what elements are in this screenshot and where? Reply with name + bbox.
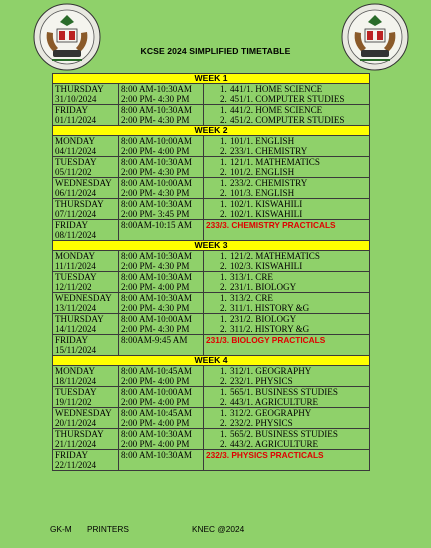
- session-subject: [206, 167, 369, 177]
- day-date: 31/10/2024: [55, 94, 97, 104]
- session-subject: [206, 376, 369, 386]
- footer-printer-code: GK-M: [50, 524, 72, 534]
- session-subject: [206, 261, 369, 271]
- session-time: 8:00AM-10:15 AM: [121, 220, 192, 230]
- day-row: [53, 293, 370, 314]
- subject-label: 441/1. HOME SCIENCE: [230, 84, 323, 94]
- time-cell: [119, 272, 204, 293]
- knec-logo-left: [32, 2, 102, 72]
- session-time: 8:00 AM-10:30AM: [121, 157, 192, 167]
- day-date: 05/11/202: [55, 167, 92, 177]
- time-cell: [119, 251, 204, 272]
- subject-cell: [204, 387, 370, 408]
- day-name: THURSDAY: [55, 84, 104, 94]
- week-header-row: [53, 126, 370, 136]
- session-time: 8:00 AM-10:00AM: [121, 136, 192, 146]
- day-cell: [53, 220, 119, 241]
- session-subject: [206, 429, 369, 439]
- session-time: 2:00 PM- 4:00 PM: [121, 282, 190, 292]
- session-subject: [206, 439, 369, 449]
- day-row: [53, 84, 370, 105]
- day-date: 04/11/2024: [55, 146, 97, 156]
- session-subject: [206, 115, 369, 125]
- session-number: 1.: [220, 314, 227, 324]
- session-time: 2:00 PM- 4:00 PM: [121, 397, 190, 407]
- session-time: 8:00 AM-10:45AM: [121, 408, 192, 418]
- session-time: 8:00 AM-10:00AM: [121, 178, 192, 188]
- day-cell: [53, 366, 119, 387]
- session-time: 8:00 AM-10:00AM: [121, 387, 192, 397]
- week-label: WEEK 1: [53, 74, 370, 84]
- subject-cell: [204, 84, 370, 105]
- day-cell: [53, 199, 119, 220]
- session-number: 2.: [220, 146, 227, 156]
- session-subject: [206, 199, 369, 209]
- session-subject: [206, 282, 369, 292]
- session-subject: [206, 136, 369, 146]
- subject-cell: [204, 220, 370, 241]
- day-cell: [53, 314, 119, 335]
- subject-label: 443/2. AGRICULTURE: [230, 439, 319, 449]
- time-cell: [119, 178, 204, 199]
- day-name: FRIDAY: [55, 105, 89, 115]
- time-cell: [119, 136, 204, 157]
- day-row: [53, 314, 370, 335]
- time-cell: [119, 220, 204, 241]
- subject-label: 451/2. COMPUTER STUDIES: [230, 115, 345, 125]
- day-name: WEDNESDAY: [55, 293, 112, 303]
- subject-cell: [204, 366, 370, 387]
- session-number: 1.: [220, 387, 227, 397]
- week-label: WEEK 2: [53, 126, 370, 136]
- session-subject: [206, 157, 369, 167]
- day-date: 07/11/2024: [55, 209, 97, 219]
- day-cell: [53, 335, 119, 356]
- session-number: 2.: [220, 324, 227, 334]
- session-subject: [206, 84, 369, 94]
- subject-label: 451/1. COMPUTER STUDIES: [230, 94, 345, 104]
- day-cell: [53, 178, 119, 199]
- week-header-row: [53, 356, 370, 366]
- session-number: 1.: [220, 105, 227, 115]
- subject-cell: [204, 272, 370, 293]
- session-subject: [206, 324, 369, 334]
- subject-label: 312/2. GEOGRAPHY: [230, 408, 312, 418]
- day-name: MONDAY: [55, 366, 96, 376]
- subject-label: 441/2. HOME SCIENCE: [230, 105, 323, 115]
- session-number: 2.: [220, 188, 227, 198]
- session-number: 2.: [220, 397, 227, 407]
- week-header-row: [53, 74, 370, 84]
- subject-cell: [204, 251, 370, 272]
- day-date: 06/11/2024: [55, 188, 97, 198]
- session-subject: [206, 397, 369, 407]
- day-cell: [53, 272, 119, 293]
- day-cell: [53, 157, 119, 178]
- subject-label: 565/1. BUSINESS STUDIES: [230, 387, 338, 397]
- session-number: 2.: [220, 261, 227, 271]
- session-time: 8:00 AM-10:30AM: [121, 84, 192, 94]
- day-cell: [53, 293, 119, 314]
- day-row: [53, 366, 370, 387]
- day-name: WEDNESDAY: [55, 178, 112, 188]
- time-cell: [119, 84, 204, 105]
- session-time: 2:00 PM- 4:30 PM: [121, 324, 190, 334]
- session-time: 2:00 PM- 4:30 PM: [121, 115, 190, 125]
- day-name: THURSDAY: [55, 199, 104, 209]
- subject-cell: [204, 157, 370, 178]
- session-subject: [206, 105, 369, 115]
- subject-label: 231/2. BIOLOGY: [230, 314, 297, 324]
- time-cell: [119, 429, 204, 450]
- week-label: WEEK 3: [53, 241, 370, 251]
- day-date: 11/11/2024: [55, 261, 96, 271]
- session-subject: [206, 209, 369, 219]
- session-number: 1.: [220, 429, 227, 439]
- session-number: 1.: [220, 293, 227, 303]
- day-date: 21/11/2024: [55, 439, 97, 449]
- time-cell: [119, 408, 204, 429]
- subject-label: 312/1. GEOGRAPHY: [230, 366, 312, 376]
- day-row: [53, 450, 370, 471]
- subject-cell: [204, 136, 370, 157]
- session-time: 8:00 AM-10:30AM: [121, 105, 192, 115]
- day-cell: [53, 136, 119, 157]
- session-time: 2:00 PM- 4:30 PM: [121, 261, 190, 271]
- time-cell: [119, 335, 204, 356]
- subject-label: 101/2. ENGLISH: [230, 167, 295, 177]
- day-name: FRIDAY: [55, 220, 89, 230]
- session-subject: [206, 418, 369, 428]
- session-number: 1.: [220, 136, 227, 146]
- session-number: 2.: [220, 439, 227, 449]
- day-date: 22/11/2024: [55, 460, 97, 470]
- session-number: 2.: [220, 376, 227, 386]
- session-number: 2.: [220, 94, 227, 104]
- day-name: WEDNESDAY: [55, 408, 112, 418]
- day-row: [53, 157, 370, 178]
- session-time: 8:00 AM-10:30AM: [121, 450, 192, 460]
- day-name: TUESDAY: [55, 272, 97, 282]
- session-time: 8:00 AM-10:30AM: [121, 429, 192, 439]
- day-row: [53, 335, 370, 356]
- session-number: 1.: [220, 199, 227, 209]
- day-cell: [53, 450, 119, 471]
- subject-cell: [204, 314, 370, 335]
- day-cell: [53, 105, 119, 126]
- session-subject: [206, 387, 369, 397]
- subject-label: 231/1. BIOLOGY: [230, 282, 297, 292]
- subject-label: 233/1. CHEMISTRY: [230, 146, 308, 156]
- day-date: 18/11/2024: [55, 376, 97, 386]
- practical-subject: 233/3. CHEMISTRY PRACTICALS: [206, 220, 336, 230]
- day-name: TUESDAY: [55, 157, 97, 167]
- session-number: 2.: [220, 209, 227, 219]
- subject-cell: [204, 450, 370, 471]
- session-number: 1.: [220, 272, 227, 282]
- day-date: 14/11/2024: [55, 324, 97, 334]
- day-date: 08/11/2024: [55, 230, 97, 240]
- session-number: 1.: [220, 408, 227, 418]
- day-name: MONDAY: [55, 136, 96, 146]
- subject-cell: [204, 293, 370, 314]
- session-time: 2:00 PM- 4:00 PM: [121, 146, 190, 156]
- session-number: 2.: [220, 418, 227, 428]
- session-time: 8:00 AM-10:30AM: [121, 293, 192, 303]
- session-number: 2.: [220, 303, 227, 313]
- subject-cell: [204, 429, 370, 450]
- session-time: 8:00 AM-10:30AM: [121, 199, 192, 209]
- day-name: MONDAY: [55, 251, 96, 261]
- session-number: 2.: [220, 115, 227, 125]
- day-row: [53, 251, 370, 272]
- subject-label: 121/1. MATHEMATICS: [230, 157, 320, 167]
- subject-label: 232/1. PHYSICS: [230, 376, 293, 386]
- session-subject: [206, 272, 369, 282]
- session-time: 8:00 AM-10:00AM: [121, 314, 192, 324]
- session-number: 2.: [220, 282, 227, 292]
- day-row: [53, 220, 370, 241]
- subject-cell: [204, 335, 370, 356]
- session-number: 1.: [220, 251, 227, 261]
- day-cell: [53, 84, 119, 105]
- day-row: [53, 387, 370, 408]
- day-row: [53, 272, 370, 293]
- day-date: 20/11/2024: [55, 418, 97, 428]
- day-date: 13/11/2024: [55, 303, 97, 313]
- day-date: 15/11/2024: [55, 345, 97, 355]
- session-number: 1.: [220, 178, 227, 188]
- session-time: 2:00 PM- 4:30 PM: [121, 188, 190, 198]
- subject-cell: [204, 178, 370, 199]
- page-title: KCSE 2024 SIMPLIFIED TIMETABLE: [140, 46, 291, 56]
- day-cell: [53, 429, 119, 450]
- session-time: 8:00 AM-10:30AM: [121, 251, 192, 261]
- time-cell: [119, 199, 204, 220]
- footer-copyright: KNEC @2024: [192, 524, 245, 534]
- subject-label: 101/1. ENGLISH: [230, 136, 295, 146]
- day-cell: [53, 387, 119, 408]
- day-row: [53, 429, 370, 450]
- session-subject: [206, 251, 369, 261]
- subject-label: 102/1. KISWAHILI: [230, 209, 303, 219]
- day-cell: [53, 408, 119, 429]
- knec-logo-right: [340, 2, 410, 72]
- day-name: THURSDAY: [55, 314, 104, 324]
- session-time: 8:00 AM-10:30AM: [121, 272, 192, 282]
- session-subject: [206, 293, 369, 303]
- subject-label: 102/1. KISWAHILI: [230, 199, 303, 209]
- subject-label: 313/1. CRE: [230, 272, 273, 282]
- subject-cell: [204, 408, 370, 429]
- day-row: [53, 199, 370, 220]
- time-cell: [119, 387, 204, 408]
- day-name: TUESDAY: [55, 387, 97, 397]
- day-row: [53, 136, 370, 157]
- day-date: 12/11/202: [55, 282, 92, 292]
- week-header-row: [53, 241, 370, 251]
- week-label: WEEK 4: [53, 356, 370, 366]
- subject-label: 565/2. BUSINESS STUDIES: [230, 429, 338, 439]
- subject-label: 311/1. HISTORY &G: [230, 303, 310, 313]
- practical-subject: 232/3. PHYSICS PRACTICALS: [206, 450, 324, 460]
- session-subject: [206, 408, 369, 418]
- day-date: 01/11/2024: [55, 115, 97, 125]
- session-subject: [206, 178, 369, 188]
- session-subject: [206, 146, 369, 156]
- day-row: [53, 408, 370, 429]
- session-time: 2:00 PM- 4:30 PM: [121, 94, 190, 104]
- time-cell: [119, 366, 204, 387]
- subject-label: 233/2. CHEMISTRY: [230, 178, 308, 188]
- day-row: [53, 105, 370, 126]
- subject-label: 443/1. AGRICULTURE: [230, 397, 319, 407]
- day-name: FRIDAY: [55, 450, 89, 460]
- time-cell: [119, 450, 204, 471]
- day-cell: [53, 251, 119, 272]
- session-subject: [206, 303, 369, 313]
- day-date: 19/11/202: [55, 397, 92, 407]
- subject-label: 313/2. CRE: [230, 293, 273, 303]
- session-number: 2.: [220, 167, 227, 177]
- subject-cell: [204, 105, 370, 126]
- session-number: 1.: [220, 366, 227, 376]
- time-cell: [119, 105, 204, 126]
- session-time: 2:00 PM- 4:00 PM: [121, 418, 190, 428]
- session-number: 1.: [220, 157, 227, 167]
- session-time: 2:00 PM- 4:30 PM: [121, 303, 190, 313]
- time-cell: [119, 157, 204, 178]
- session-number: 1.: [220, 84, 227, 94]
- session-subject: [206, 188, 369, 198]
- day-name: FRIDAY: [55, 335, 89, 345]
- subject-cell: [204, 199, 370, 220]
- session-subject: [206, 314, 369, 324]
- practical-subject: 231/3. BIOLOGY PRACTICALS: [206, 335, 326, 345]
- timetable: [52, 73, 370, 471]
- session-time: 2:00 PM- 4:00 PM: [121, 439, 190, 449]
- session-subject: [206, 366, 369, 376]
- time-cell: [119, 293, 204, 314]
- session-subject: [206, 94, 369, 104]
- time-cell: [119, 314, 204, 335]
- subject-label: 121/2. MATHEMATICS: [230, 251, 320, 261]
- subject-label: 102/3. KISWAHILI: [230, 261, 303, 271]
- day-name: THURSDAY: [55, 429, 104, 439]
- session-time: 2:00 PM- 3:45 PM: [121, 209, 190, 219]
- session-time: 8:00AM-9:45 AM: [121, 335, 188, 345]
- day-row: [53, 178, 370, 199]
- session-time: 2:00 PM- 4:00 PM: [121, 376, 190, 386]
- footer-printers: PRINTERS: [87, 524, 129, 534]
- session-time: 2:00 PM- 4:30 PM: [121, 167, 190, 177]
- subject-label: 232/2. PHYSICS: [230, 418, 293, 428]
- session-time: 8:00 AM-10:45AM: [121, 366, 192, 376]
- subject-label: 311/2. HISTORY &G: [230, 324, 310, 334]
- subject-label: 101/3. ENGLISH: [230, 188, 295, 198]
